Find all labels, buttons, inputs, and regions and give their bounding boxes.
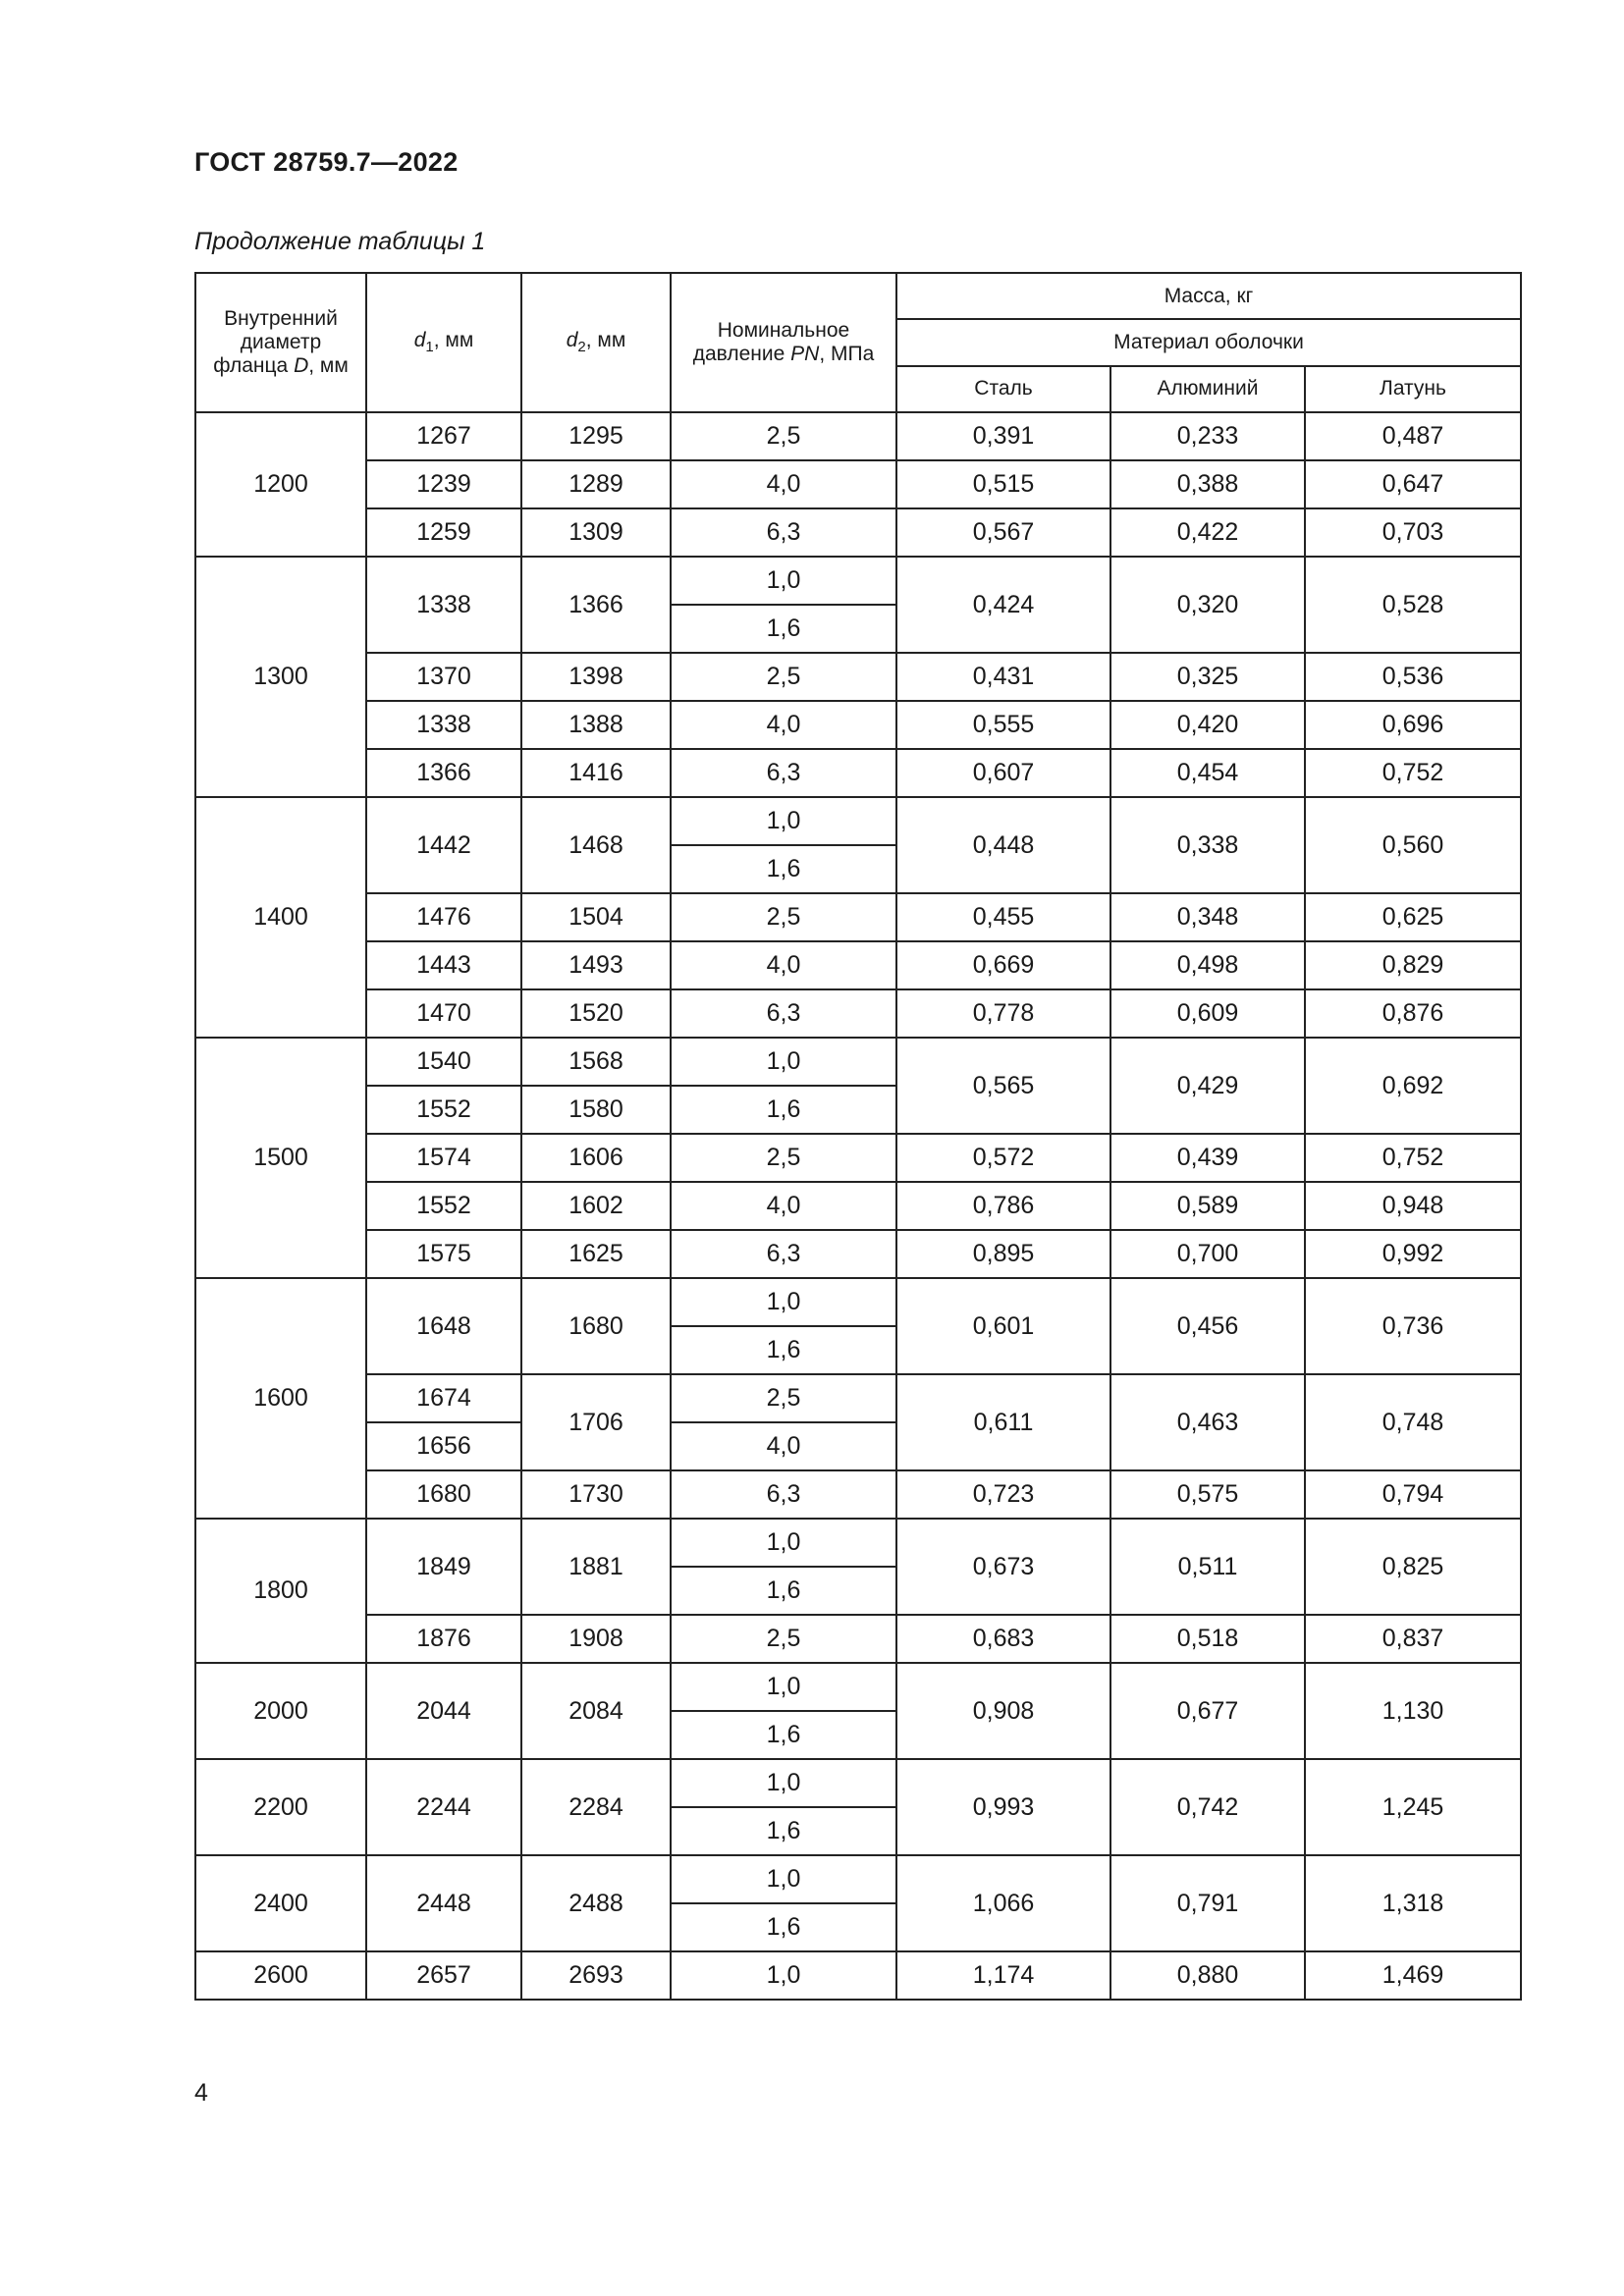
table-row: [195, 1519, 1521, 1567]
cell-pressure: 1,6: [671, 1903, 896, 1951]
cell-mass-brass: 0,748: [1305, 1374, 1521, 1470]
cell-mass-steel: 0,424: [896, 557, 1110, 653]
cell-d2: 2488: [521, 1855, 671, 1951]
table-row: [195, 989, 1521, 1038]
cell-pressure: 4,0: [671, 941, 896, 989]
cell-d1: 1876: [366, 1615, 521, 1663]
cell-mass-steel: 0,673: [896, 1519, 1110, 1615]
cell-d2: 1398: [521, 653, 671, 701]
table-row: [195, 460, 1521, 508]
table-row: [195, 1134, 1521, 1182]
cell-mass-steel: 0,607: [896, 749, 1110, 797]
cell-mass-aluminum: 0,575: [1110, 1470, 1305, 1519]
table-row: [195, 1759, 1521, 1807]
table-row: [195, 1038, 1521, 1086]
cell-mass-brass: 1,130: [1305, 1663, 1521, 1759]
cell-inner-diameter: 2600: [195, 1951, 366, 2000]
cell-d1: 1442: [366, 797, 521, 893]
cell-d2: 1568: [521, 1038, 671, 1086]
cell-mass-brass: 0,528: [1305, 557, 1521, 653]
cell-mass-aluminum: 0,677: [1110, 1663, 1305, 1759]
cell-mass-aluminum: 0,700: [1110, 1230, 1305, 1278]
cell-mass-brass: 0,837: [1305, 1615, 1521, 1663]
cell-d1: 1239: [366, 460, 521, 508]
cell-pressure: 1,6: [671, 1711, 896, 1759]
cell-mass-steel: 0,565: [896, 1038, 1110, 1134]
cell-pressure: 1,0: [671, 557, 896, 605]
cell-mass-steel: 0,455: [896, 893, 1110, 941]
cell-inner-diameter: 2200: [195, 1759, 366, 1855]
cell-d1: 1540: [366, 1038, 521, 1086]
cell-mass-aluminum: 0,791: [1110, 1855, 1305, 1951]
header-var: PN: [790, 343, 820, 365]
cell-mass-steel: 0,778: [896, 989, 1110, 1038]
cell-d2: 1468: [521, 797, 671, 893]
cell-mass-steel: 0,555: [896, 701, 1110, 749]
page-number: 4: [194, 2079, 208, 2107]
col-header-d1: [366, 273, 521, 412]
cell-pressure: 1,0: [671, 1855, 896, 1903]
cell-mass-brass: 0,992: [1305, 1230, 1521, 1278]
cell-d1: 1259: [366, 508, 521, 557]
cell-mass-aluminum: 0,511: [1110, 1519, 1305, 1615]
cell-pressure: 4,0: [671, 1422, 896, 1470]
document-code: ГОСТ 28759.7—2022: [194, 147, 459, 177]
cell-d2: 1520: [521, 989, 671, 1038]
cell-inner-diameter: 1800: [195, 1519, 366, 1663]
cell-pressure: 4,0: [671, 1182, 896, 1230]
cell-mass-brass: 0,876: [1305, 989, 1521, 1038]
cell-mass-brass: 0,647: [1305, 460, 1521, 508]
cell-pressure: 1,6: [671, 845, 896, 893]
cell-d2: 1680: [521, 1278, 671, 1374]
cell-d1: 1470: [366, 989, 521, 1038]
cell-d2: 1881: [521, 1519, 671, 1615]
cell-mass-brass: 1,245: [1305, 1759, 1521, 1855]
cell-pressure: 1,0: [671, 1038, 896, 1086]
cell-d1: 2044: [366, 1663, 521, 1759]
cell-mass-aluminum: 0,338: [1110, 797, 1305, 893]
cell-d1: 1338: [366, 557, 521, 653]
col-header-brass: Латунь: [1305, 366, 1521, 412]
cell-mass-steel: 0,683: [896, 1615, 1110, 1663]
cell-inner-diameter: 1600: [195, 1278, 366, 1519]
table-row: [195, 1230, 1521, 1278]
cell-mass-brass: 0,703: [1305, 508, 1521, 557]
header-var: d: [413, 329, 426, 352]
cell-d1: 1552: [366, 1182, 521, 1230]
cell-pressure: 4,0: [671, 701, 896, 749]
cell-mass-steel: 0,669: [896, 941, 1110, 989]
cell-d1: 1656: [366, 1422, 521, 1470]
cell-d1: 1338: [366, 701, 521, 749]
cell-mass-brass: 0,487: [1305, 412, 1521, 460]
cell-mass-aluminum: 0,325: [1110, 653, 1305, 701]
table-row: [195, 1663, 1521, 1711]
table-row: [195, 941, 1521, 989]
cell-d1: 1574: [366, 1134, 521, 1182]
cell-d2: 1580: [521, 1086, 671, 1134]
cell-pressure: 6,3: [671, 749, 896, 797]
cell-mass-steel: 0,515: [896, 460, 1110, 508]
table-row: [195, 508, 1521, 557]
cell-mass-aluminum: 0,454: [1110, 749, 1305, 797]
col-header-mass: Масса, кг: [896, 273, 1521, 319]
cell-mass-steel: 0,448: [896, 797, 1110, 893]
cell-mass-brass: 1,318: [1305, 1855, 1521, 1951]
header-subscript: 1: [425, 339, 434, 356]
table-row: [195, 701, 1521, 749]
table-row: [195, 412, 1521, 460]
header-text: Номинальное давление: [692, 318, 850, 365]
cell-mass-aluminum: 0,320: [1110, 557, 1305, 653]
table-row: [195, 1615, 1521, 1663]
table-row: [195, 1278, 1521, 1326]
cell-d1: 1443: [366, 941, 521, 989]
cell-mass-aluminum: 0,388: [1110, 460, 1305, 508]
cell-d1: 2244: [366, 1759, 521, 1855]
cell-mass-aluminum: 0,420: [1110, 701, 1305, 749]
cell-d1: 1849: [366, 1519, 521, 1615]
cell-pressure: 2,5: [671, 653, 896, 701]
col-header-inner-diameter: [195, 273, 366, 412]
cell-mass-brass: 0,692: [1305, 1038, 1521, 1134]
cell-d2: 1366: [521, 557, 671, 653]
cell-mass-brass: 0,794: [1305, 1470, 1521, 1519]
cell-mass-aluminum: 0,742: [1110, 1759, 1305, 1855]
cell-inner-diameter: 2000: [195, 1663, 366, 1759]
cell-d1: 1366: [366, 749, 521, 797]
cell-pressure: 1,6: [671, 1086, 896, 1134]
cell-d2: 1388: [521, 701, 671, 749]
cell-d1: 1370: [366, 653, 521, 701]
cell-mass-aluminum: 0,589: [1110, 1182, 1305, 1230]
cell-d1: 1267: [366, 412, 521, 460]
table-row: [195, 1182, 1521, 1230]
cell-mass-brass: 0,736: [1305, 1278, 1521, 1374]
cell-pressure: 1,0: [671, 1663, 896, 1711]
col-header-aluminum: Алюминий: [1110, 366, 1305, 412]
cell-pressure: 4,0: [671, 460, 896, 508]
table-row: [195, 893, 1521, 941]
cell-mass-aluminum: 0,233: [1110, 412, 1305, 460]
cell-inner-diameter: 1300: [195, 557, 366, 797]
cell-mass-brass: 0,752: [1305, 1134, 1521, 1182]
table-body: [195, 412, 1521, 2000]
header-var: D: [294, 354, 309, 378]
cell-inner-diameter: 1200: [195, 412, 366, 557]
cell-mass-brass: 0,948: [1305, 1182, 1521, 1230]
cell-d2: 1730: [521, 1470, 671, 1519]
cell-d1: 2657: [366, 1951, 521, 2000]
cell-inner-diameter: 1400: [195, 797, 366, 1038]
cell-mass-aluminum: 0,456: [1110, 1278, 1305, 1374]
cell-d1: 1575: [366, 1230, 521, 1278]
cell-pressure: 6,3: [671, 989, 896, 1038]
cell-mass-brass: 0,536: [1305, 653, 1521, 701]
cell-mass-brass: 0,752: [1305, 749, 1521, 797]
header-var: d: [566, 329, 578, 352]
cell-mass-aluminum: 0,880: [1110, 1951, 1305, 2000]
table-row: [195, 1470, 1521, 1519]
cell-pressure: 6,3: [671, 508, 896, 557]
flange-mass-table: [194, 272, 1522, 2001]
col-header-pressure: [671, 273, 896, 412]
cell-d2: 2284: [521, 1759, 671, 1855]
cell-mass-aluminum: 0,422: [1110, 508, 1305, 557]
cell-pressure: 6,3: [671, 1470, 896, 1519]
cell-mass-brass: 0,625: [1305, 893, 1521, 941]
cell-pressure: 1,6: [671, 1567, 896, 1615]
cell-d2: 1504: [521, 893, 671, 941]
cell-mass-brass: 0,696: [1305, 701, 1521, 749]
col-header-d2: [521, 273, 671, 412]
cell-d2: 1602: [521, 1182, 671, 1230]
cell-mass-aluminum: 0,463: [1110, 1374, 1305, 1470]
cell-pressure: 2,5: [671, 412, 896, 460]
cell-mass-steel: 0,723: [896, 1470, 1110, 1519]
cell-d2: 2084: [521, 1663, 671, 1759]
table-row: [195, 749, 1521, 797]
header-unit: , мм: [433, 329, 474, 352]
cell-d2: 1493: [521, 941, 671, 989]
cell-mass-aluminum: 0,348: [1110, 893, 1305, 941]
cell-pressure: 2,5: [671, 1374, 896, 1422]
cell-d1: 2448: [366, 1855, 521, 1951]
cell-pressure: 2,5: [671, 1615, 896, 1663]
cell-mass-steel: 0,786: [896, 1182, 1110, 1230]
cell-mass-steel: 0,908: [896, 1663, 1110, 1759]
cell-mass-aluminum: 0,429: [1110, 1038, 1305, 1134]
table-row: [195, 1374, 1521, 1422]
header-unit: , мм: [308, 354, 349, 378]
table-row: [195, 1855, 1521, 1903]
cell-d1: 1680: [366, 1470, 521, 1519]
header-subscript: 2: [577, 339, 586, 356]
cell-mass-aluminum: 0,498: [1110, 941, 1305, 989]
cell-d2: 1416: [521, 749, 671, 797]
cell-mass-steel: 1,066: [896, 1855, 1110, 1951]
cell-d2: 1908: [521, 1615, 671, 1663]
cell-d1: 1648: [366, 1278, 521, 1374]
cell-d2: 1309: [521, 508, 671, 557]
col-header-shell-material: Материал оболочки: [896, 319, 1521, 365]
cell-d2: 1625: [521, 1230, 671, 1278]
cell-mass-steel: 0,572: [896, 1134, 1110, 1182]
cell-inner-diameter: 1500: [195, 1038, 366, 1278]
cell-mass-brass: 1,469: [1305, 1951, 1521, 2000]
header-text: Внутренний диаметр фланца: [213, 306, 338, 378]
cell-mass-steel: 0,611: [896, 1374, 1110, 1470]
cell-mass-brass: 0,560: [1305, 797, 1521, 893]
cell-pressure: 6,3: [671, 1230, 896, 1278]
cell-mass-steel: 0,567: [896, 508, 1110, 557]
cell-mass-steel: 0,601: [896, 1278, 1110, 1374]
cell-mass-brass: 0,825: [1305, 1519, 1521, 1615]
cell-d2: 1606: [521, 1134, 671, 1182]
header-unit: , МПа: [819, 343, 875, 365]
cell-pressure: 1,0: [671, 1278, 896, 1326]
table-row: [195, 653, 1521, 701]
cell-pressure: 1,0: [671, 1519, 896, 1567]
header-unit: , мм: [585, 329, 626, 352]
cell-d1: 1476: [366, 893, 521, 941]
cell-inner-diameter: 2400: [195, 1855, 366, 1951]
cell-mass-aluminum: 0,518: [1110, 1615, 1305, 1663]
cell-pressure: 2,5: [671, 1134, 896, 1182]
cell-d2: 1706: [521, 1374, 671, 1470]
table-row: [195, 557, 1521, 605]
cell-mass-aluminum: 0,609: [1110, 989, 1305, 1038]
cell-pressure: 2,5: [671, 893, 896, 941]
col-header-steel: Сталь: [896, 366, 1110, 412]
cell-d2: 2693: [521, 1951, 671, 2000]
table-row: [195, 797, 1521, 845]
cell-pressure: 1,0: [671, 1759, 896, 1807]
cell-mass-brass: 0,829: [1305, 941, 1521, 989]
cell-mass-aluminum: 0,439: [1110, 1134, 1305, 1182]
cell-pressure: 1,0: [671, 797, 896, 845]
cell-mass-steel: 1,174: [896, 1951, 1110, 2000]
cell-pressure: 1,6: [671, 1326, 896, 1374]
table-row: [195, 1951, 1521, 2000]
cell-d2: 1289: [521, 460, 671, 508]
table-caption: Продолжение таблицы 1: [194, 228, 486, 255]
cell-mass-steel: 0,391: [896, 412, 1110, 460]
cell-pressure: 1,6: [671, 605, 896, 653]
cell-mass-steel: 0,431: [896, 653, 1110, 701]
cell-mass-steel: 0,993: [896, 1759, 1110, 1855]
cell-d1: 1552: [366, 1086, 521, 1134]
table-header: [195, 273, 1521, 412]
cell-d1: 1674: [366, 1374, 521, 1422]
cell-pressure: 1,6: [671, 1807, 896, 1855]
cell-pressure: 1,0: [671, 1951, 896, 2000]
cell-d2: 1295: [521, 412, 671, 460]
cell-mass-steel: 0,895: [896, 1230, 1110, 1278]
